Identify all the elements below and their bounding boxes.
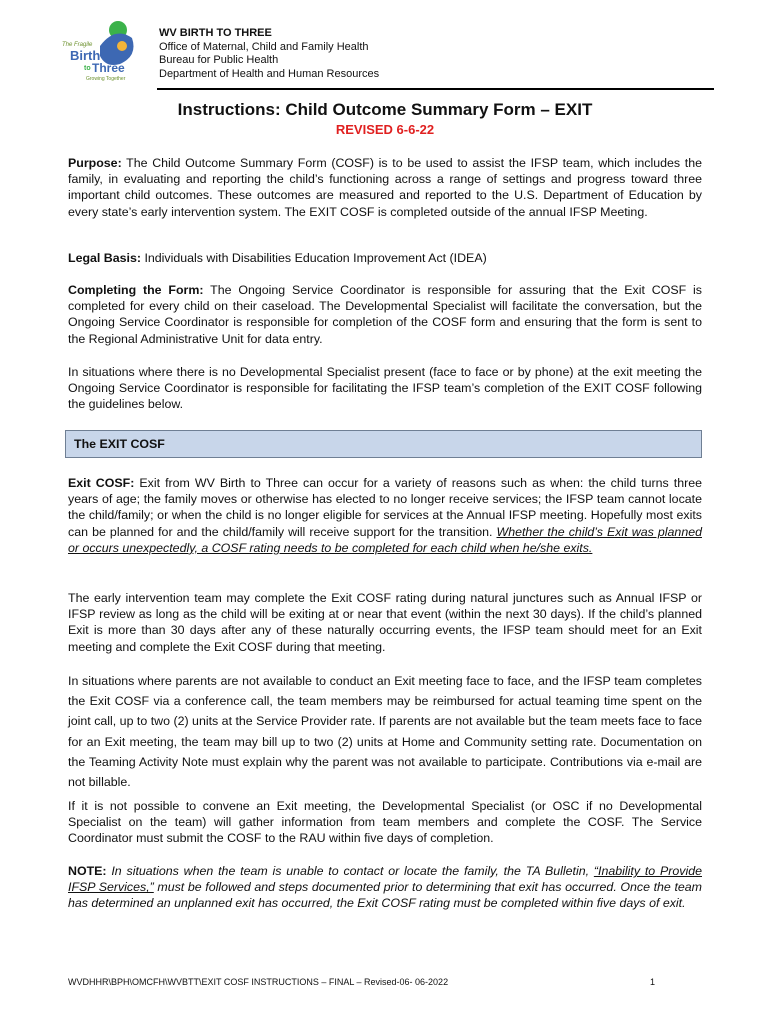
situations-text: In situations where there is no Developmental Specialist present (face to face or by phone) at the exit meeting the Ongoing Service Coordinator is responsible for facilitating the IFSP team’s completion of the EXIT COSF following the guidelines below. (68, 365, 702, 412)
note-text-2: must be followed and steps documented prior to determining that exit has occurred. Once the team has determined an unplanned exit has occurred, the Exit COSF rating must be completed within five days of exit. (68, 880, 702, 911)
birth-to-three-logo (60, 16, 140, 82)
ta-bulletin-link[interactable]: “Inability to Provide IFSP Services,” (68, 864, 702, 895)
header-rule (157, 88, 714, 90)
page-number: 1 (650, 977, 656, 987)
letterhead (159, 27, 379, 81)
completing-label: Completing the Form: (68, 283, 204, 297)
legal-text: Individuals with Disabilities Education Improvement Act (IDEA) (141, 251, 487, 265)
completing-text: The Ongoing Service Coordinator is responsible for assuring that the Exit COSF is completed for every child on their caseload. The Developmental Specialist will facilitate the conversation, but the Ongoing Service Coordinator is responsible for completion of the COSF form and ensuring that the form is sent to the Regional Administrative Unit for data entry. (68, 283, 702, 346)
footer-path: WVDHHR\BPH\OMCFH\WVBTT\EXIT COSF INSTRUCTIONS – FINAL – Revised-06- 06-2022 (68, 977, 449, 987)
section-header (65, 430, 702, 458)
office-line: Office of Maternal, Child and Family Health (159, 40, 369, 53)
purpose-paragraph (68, 155, 702, 220)
org-name: WV BIRTH TO THREE (159, 27, 272, 39)
completing-paragraph (68, 282, 702, 347)
note-text-1: In situations when the team is unable to contact or locate the family, the TA Bulletin, (106, 864, 594, 878)
legal-basis-paragraph (68, 250, 702, 266)
revised-date: REVISED 6-6-22 (335, 122, 435, 137)
parents-paragraph (68, 671, 702, 792)
convene-paragraph (68, 798, 702, 847)
logo-to: to (84, 65, 91, 72)
early-text: The early intervention team may complete the Exit COSF rating during natural junctures such as Annual IFSP or IFSP review as long as the child will be exiting at or near that event (within the next 30 days). If the child’s planned Exit is more than 30 days after any of these naturally occurring events, the IFSP team should meet for an Exit meeting and complete the Exit COSF during that meeting. (68, 591, 702, 654)
exit-label: Exit COSF: (68, 476, 135, 490)
situations-paragraph (68, 364, 702, 413)
logo-growing: Growing Together (86, 76, 126, 82)
convene-text: If it is not possible to convene an Exit meeting, the Developmental Specialist (or OSC if no Developmental Specialist on the team) will gather information from team members and complete the COSF. The Service Coordinator must submit the COSF to the RAU within five days of completion. (68, 799, 702, 846)
exit-paragraph (68, 475, 702, 556)
purpose-text: The Child Outcome Summary Form (COSF) is to be used to assist the IFSP team, which includes the family, in evaluating and reporting the child’s functioning across a range of settings and progress toward three important child outcomes. These outcomes are measured and reported to the U.S. Department of Education by every state’s early intervention system. The EXIT COSF is completed outside of the annual IFSP Meeting. (68, 156, 702, 219)
note-paragraph (68, 863, 702, 912)
exit-emphasis: Whether the child’s Exit was planned or occurs unexpectedly, a COSF rating needs to be completed for each child when he/she exits. (68, 524, 702, 555)
exit-text: Exit from WV Birth to Three can occur for a variety of reasons such as when: the child turns three years of age; the family moves or otherwise has elected to no longer receive services; the IFSP team cannot locate the child/family; or when the child is no longer eligible for services at the Annual IFSP meeting. Hopefully most exits can be planned for and the child/family will receive support for the transition. (68, 476, 702, 539)
parents-text: In situations where parents are not available to conduct an Exit meeting face to face, and the IFSP team completes the Exit COSF via a conference call, the team members may be reimbursed for actual teaming time spent on the joint call, up to two (2) units at the Service Provider rate. If parents are not available but the team meets face to face for an Exit meeting, the team may bill up to two (2) units at Home and Community setting rate. Documentation on the Teaming Activity Note must explain why the parent was not available to participate. Contributions via e-mail are not billable. (68, 674, 702, 790)
document-title: Instructions: Child Outcome Summary Form – EXIT (177, 100, 593, 119)
bureau-line: Bureau for Public Health (159, 54, 279, 66)
note-label: NOTE: (68, 864, 107, 878)
logo-tagline: The Fragile (62, 42, 93, 48)
logo-birth: Birth (70, 48, 101, 63)
section-title: The EXIT COSF (74, 437, 165, 451)
purpose-label: Purpose: (68, 156, 122, 170)
early-paragraph (68, 590, 702, 655)
department-line: Department of Health and Human Resources (159, 67, 380, 80)
legal-label: Legal Basis: (68, 251, 141, 265)
logo-three: Three (92, 61, 125, 75)
